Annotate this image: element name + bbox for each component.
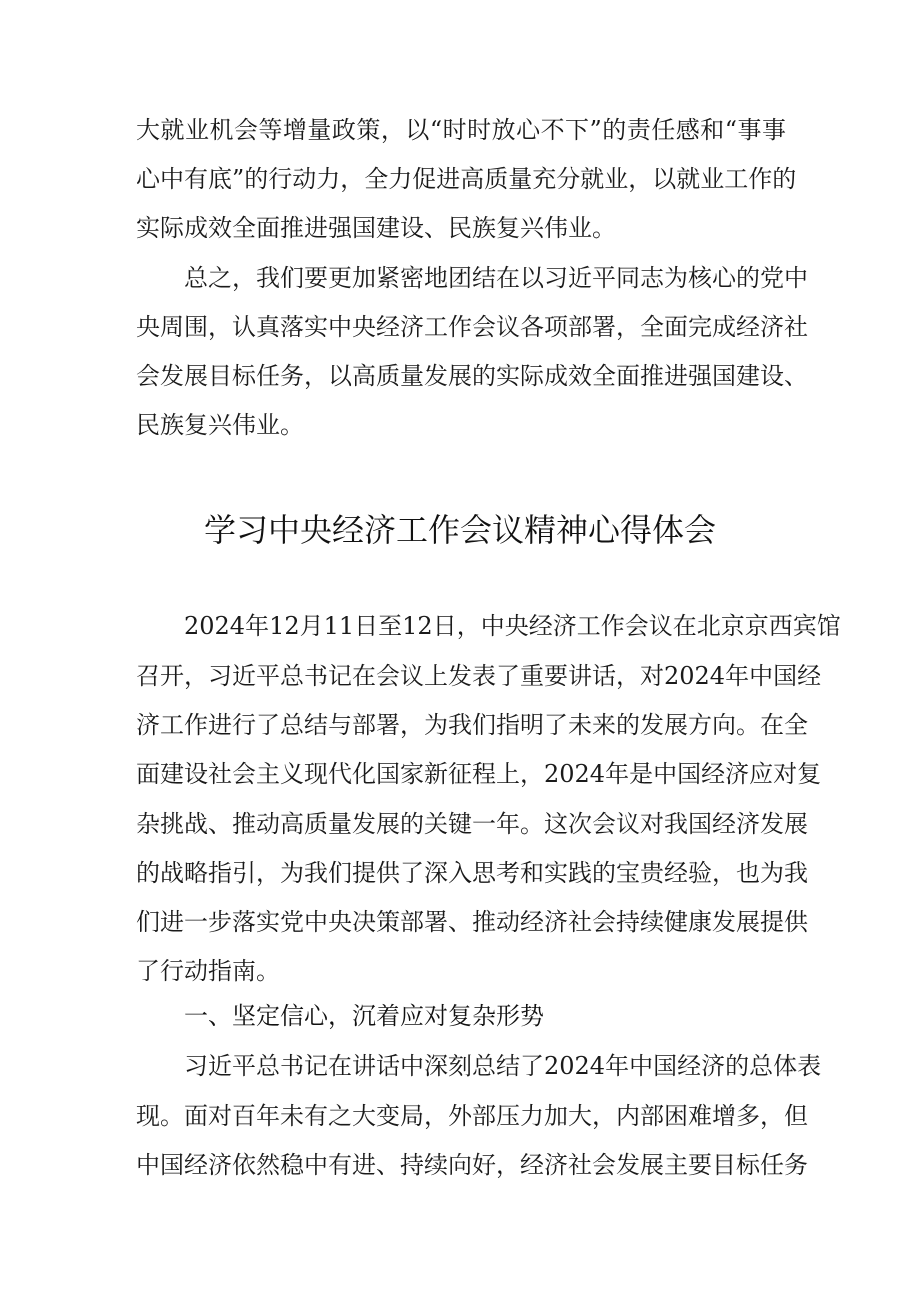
intro-line: 2024年12月11日至12日，中央经济工作会议在北京京西宾馆 (184, 612, 841, 640)
conclusion-line: 会发展目标任务，以高质量发展的实际成效全面推进强国建设、 (136, 362, 808, 390)
intro-line: 杂挑战、推动高质量发展的关键一年。这次会议对我国经济发展 (136, 810, 808, 838)
conclusion-line: 民族复兴伟业。 (136, 411, 304, 439)
prev-paragraph-line: 实际成效全面推进强国建设、民族复兴伟业。 (136, 214, 616, 242)
intro-line: 面建设社会主义现代化国家新征程上，2024年是中国经济应对复 (136, 760, 822, 788)
intro-line: 的战略指引，为我们提供了深入思考和实践的宝贵经验，也为我 (136, 859, 808, 887)
prev-paragraph-line: 大就业机会等增量政策，以“时时放心不下”的责任感和“事事 (136, 116, 786, 144)
intro-line: 召开，习近平总书记在会议上发表了重要讲话，对2024年中国经 (136, 662, 822, 690)
conclusion-line: 总之，我们要更加紧密地团结在以习近平同志为核心的党中 (184, 264, 808, 292)
prev-paragraph-line: 心中有底”的行动力，全力促进高质量充分就业，以就业工作的 (136, 165, 797, 193)
intro-line: 济工作进行了总结与部署，为我们指明了未来的发展方向。在全 (136, 711, 808, 739)
conclusion-line: 央周围，认真落实中央经济工作会议各项部署，全面完成经济社 (136, 313, 808, 341)
intro-line: 们进一步落实党中央决策部署、推动经济社会持续健康发展提供 (136, 908, 808, 936)
section-body-line: 习近平总书记在讲话中深刻总结了2024年中国经济的总体表 (184, 1052, 822, 1080)
section-body-line: 现。面对百年未有之大变局，外部压力加大，内部困难增多，但 (136, 1102, 808, 1130)
article-title: 学习中央经济工作会议精神心得体会 (203, 511, 716, 549)
section-body-line: 中国经济依然稳中有进、持续向好，经济社会发展主要目标任务 (136, 1151, 808, 1179)
section-heading: 一、坚定信心，沉着应对复杂形势 (184, 1002, 544, 1030)
intro-line: 了行动指南。 (136, 957, 280, 985)
